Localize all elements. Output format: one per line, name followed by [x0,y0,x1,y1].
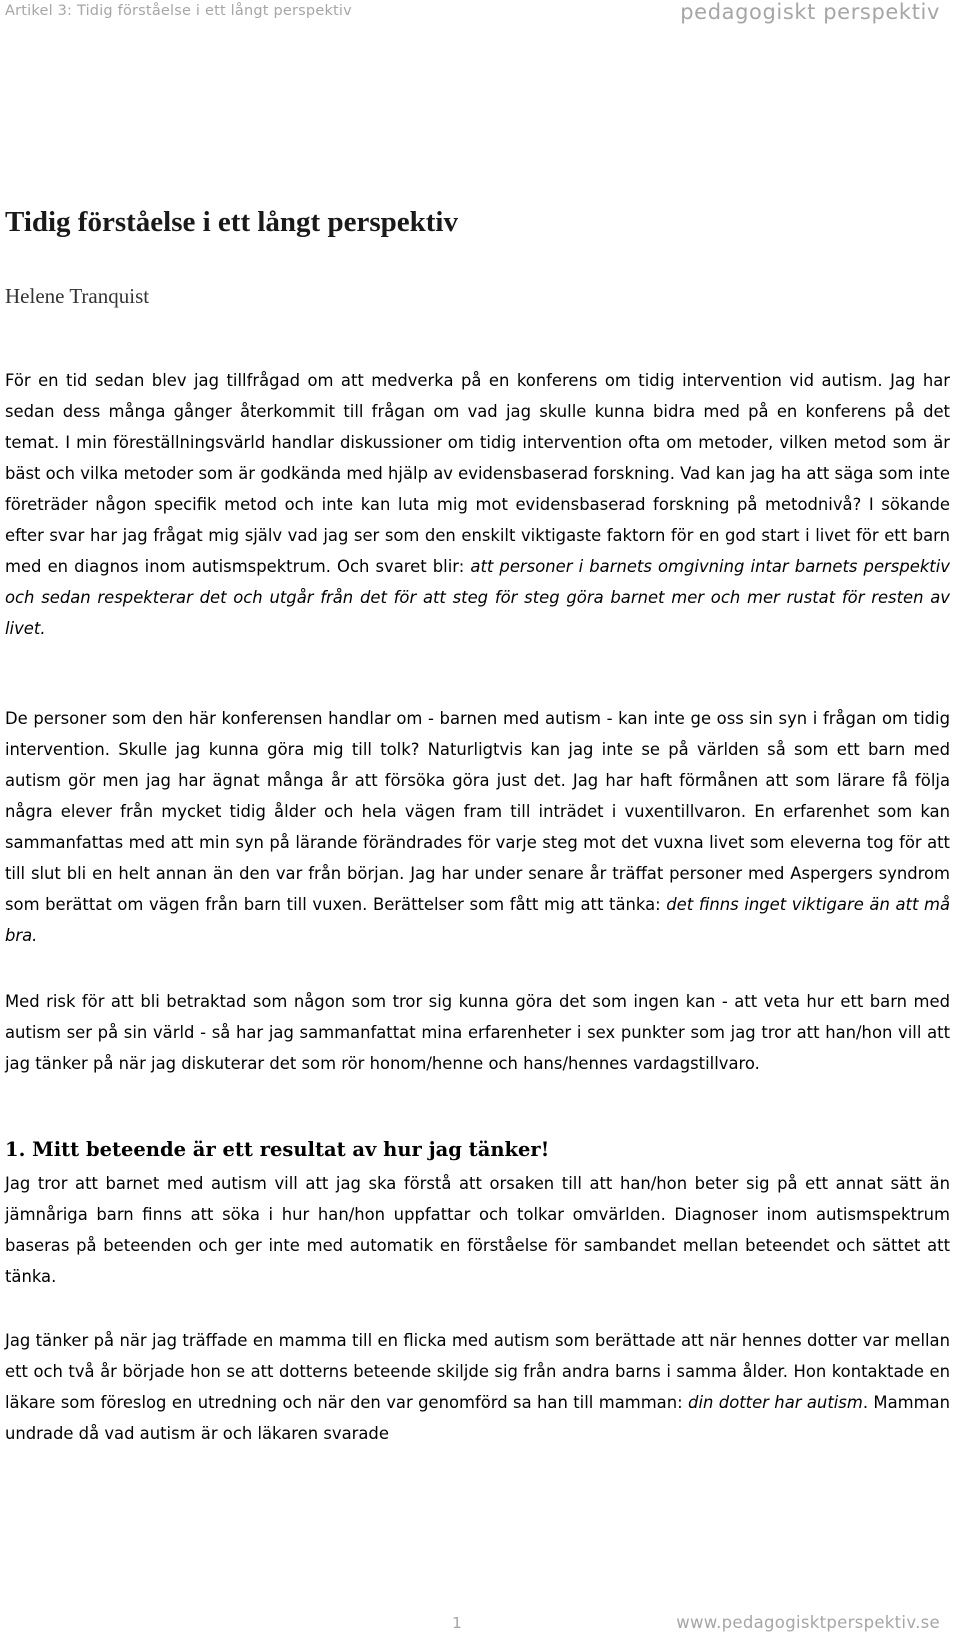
running-header-brand: pedagogiskt perspektiv [680,0,940,24]
paragraph-mother-story-pre: Jag tänker på när jag träffade en mamma till en flicka med autism som berättade att när hennes dotter var mellan ett och två år började hon se att dotterns beteende skiljde sig från andra barns i samma ålder. Hon kontaktade en läkare som föreslog en utredning och när den var genomförd sa han till mamman: [5,1331,950,1412]
paragraph-behaviour: Jag tror att barnet med autism vill att jag ska förstå att orsaken till att han/hon beter sig på ett annat sätt än jämnåriga barn finns att söka i hur han/hon uppfattar och tolkar omvärlden. Diagnoser inom autismspektrum baseras på beteenden och ger inte med automatik en förståelse för sambandet mellan beteendet och sättet att tänka. [5,1174,950,1286]
paragraph-six-points: Med risk för att bli betraktad som någon som tror sig kunna göra det som ingen kan - att veta hur ett barn med autism ser på sin värld - så har jag sammanfattat mina erfarenheter i sex punkter som jag tror att han/hon vill att jag tänker på när jag diskuterar det som rör honom/henne och hans/hennes vardagstillvaro. [5,992,950,1073]
paragraph-mother-story-post: . Mamman undrade då vad autism är och läkaren svarade [5,1393,950,1443]
page-number: 1 [452,1614,462,1632]
footer-url: www.pedagogisktperspektiv.se [676,1613,940,1632]
article-author: Helene Tranquist [5,284,150,308]
paragraph-children-perspective [5,703,950,951]
paragraph-children-perspective-text: De personer som den här konferensen handlar om - barnen med autism - kan inte ge oss sin syn i frågan om tidig intervention. Skulle jag kunna göra mig till tolk? Naturligtvis kan jag inte se på världen så som ett barn med autism gör men jag har ägnat många år att försöka göra just det. Jag har haft förmånen att som lärare få följa några elever från mycket tidig ålder och hela vägen fram till inträdet i vuxentillvaron. En erfarenhet som kan sammanfattas med att min syn på lärande förändrades för varje steg mot det vuxna livet som eleverna tog för att till slut bli en helt annan än den var från början. Jag har under senare år träffat personer med Aspergers syndrom som berättat om vägen från barn till vuxen. Berättelser som fått mig att tänka: [5,709,950,914]
paragraph-intro-italic: att personer i barnets omgivning intar barnets perspektiv och sedan respekterar det och utgår från det för att steg för steg göra barnet mer och mer rustat för resten av livet. [5,557,950,638]
running-header-article: Artikel 3: Tidig förståelse i ett långt perspektiv [5,3,352,19]
paragraph-mother-story [5,1325,950,1449]
article-title: Tidig förståelse i ett långt perspektiv [5,206,458,238]
paragraph-intro [5,365,950,644]
paragraph-intro-body: I min föreställningsvärld handlar diskussioner om tidig intervention ofta om metoder, vilken metod som är bäst och vilka metoder som är godkända med hjälp av evidensbaserad forskning. Vad kan jag ha att säga som inte företräder någon specifik metod och inte kan luta mig mot evidensbaserad forskning på metodnivå? I sökande efter svar har jag frågat mig själv vad jag ser som den enskilt viktigaste faktorn för en god start i livet för ett barn med en diagnos inom autismspektrum. Och svaret blir: [5,433,950,576]
paragraph-children-perspective-italic: det finns inget viktigare än att må bra. [5,895,950,945]
paragraph-mother-story-italic: din dotter har autism [688,1393,863,1412]
section-heading-1: 1. Mitt beteende är ett resultat av hur jag tänker! [5,1138,550,1161]
paragraph-intro-opening: För en tid sedan blev jag tillfrågad om att medverka på en konferens om tidig intervention vid autism. Jag har sedan dess många gånger återkommit till frågan om vad jag skulle kunna bidra med på en konferens på det temat. [5,371,950,452]
